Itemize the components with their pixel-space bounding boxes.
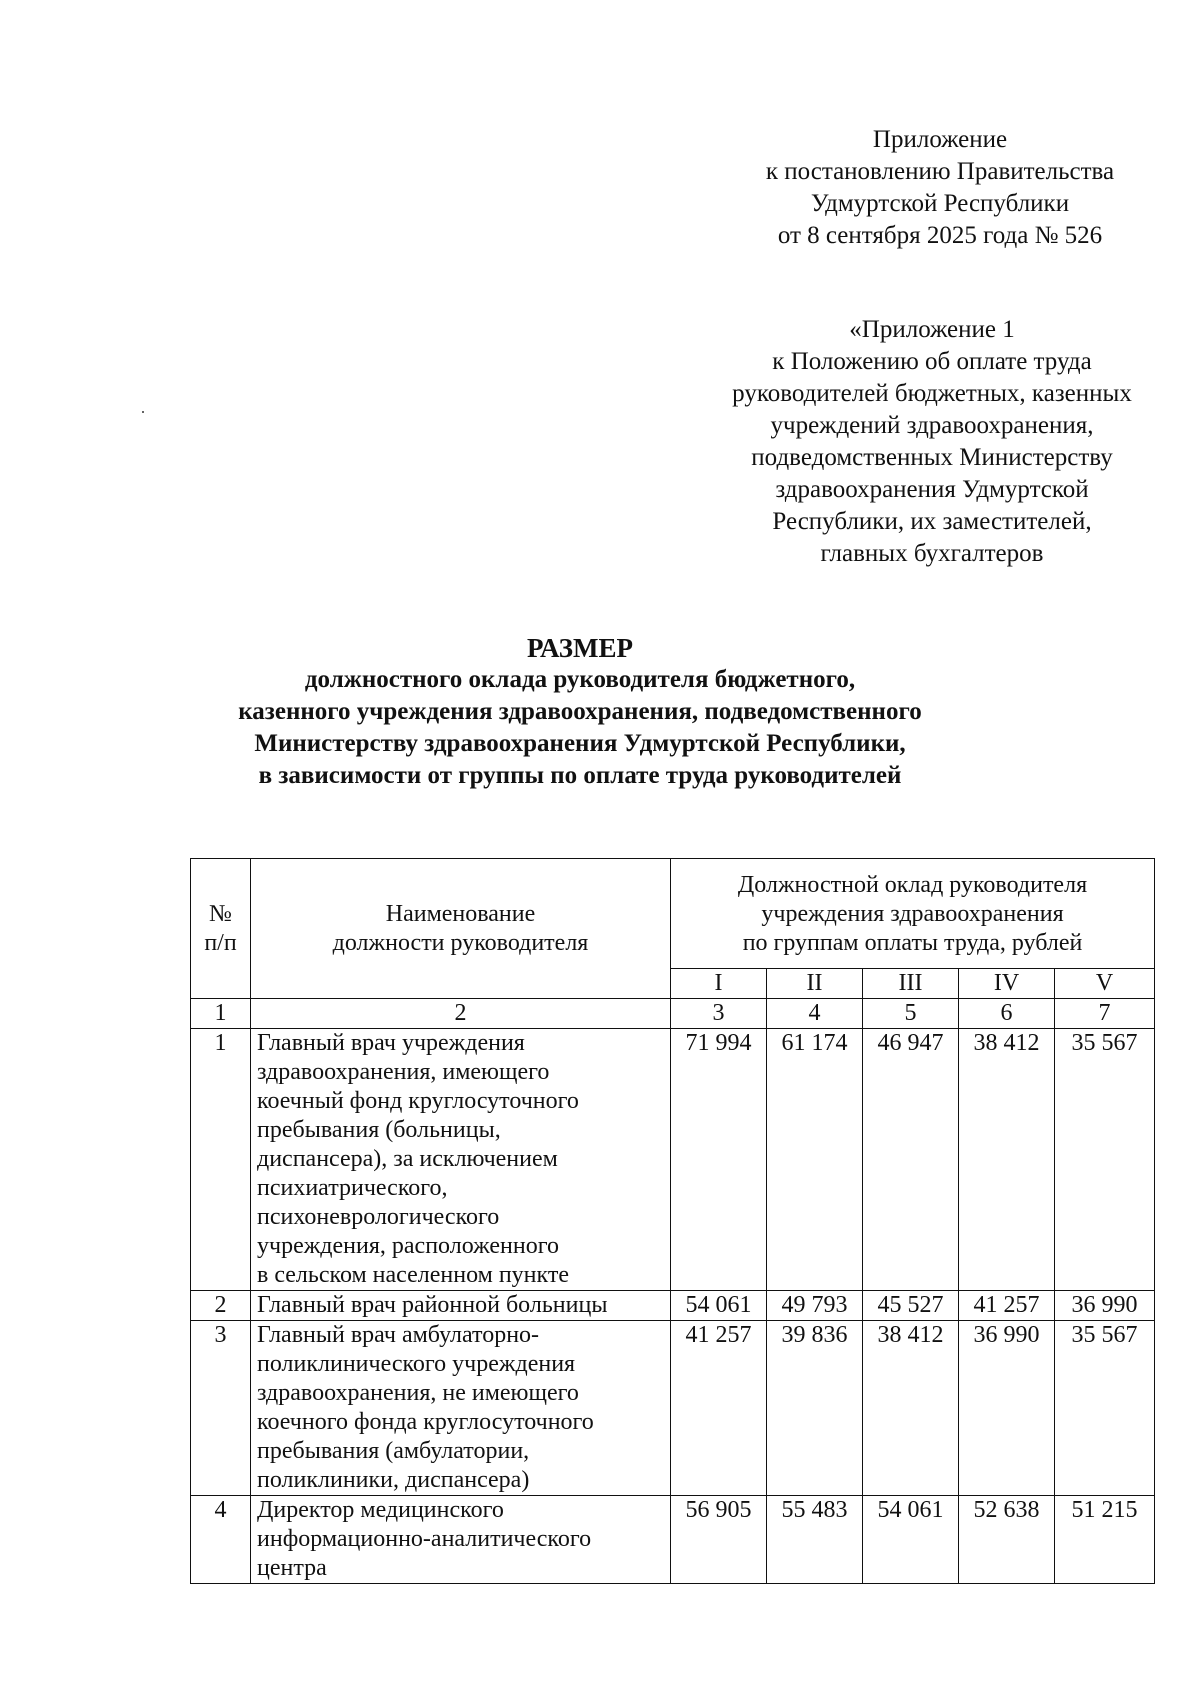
row-salary: 36 990 <box>1055 1291 1155 1321</box>
row-num: 4 <box>191 1496 251 1584</box>
row-position: Главный врач амбулаторно- поликлинического учреждения здравоохранения, не имеющего коечного фонда круглосуточного пребывания (амбулатории, поликлиники, диспансера) <box>251 1321 671 1496</box>
table-row <box>191 1291 1155 1321</box>
column-number: 2 <box>251 999 671 1029</box>
annex-inner-line: главных бухгалтеров <box>820 540 1044 567</box>
row-salary: 38 412 <box>959 1029 1055 1291</box>
annex-inner-line: к Положению об оплате труда <box>772 348 1092 375</box>
title-line: Министерству здравоохранения Удмуртской Республики, <box>254 730 906 757</box>
column-number: 3 <box>671 999 767 1029</box>
document-title <box>160 632 1000 792</box>
row-salary: 41 257 <box>671 1321 767 1496</box>
row-salary: 46 947 <box>863 1029 959 1291</box>
column-number: 7 <box>1055 999 1155 1029</box>
row-salary: 45 527 <box>863 1291 959 1321</box>
row-salary: 54 061 <box>671 1291 767 1321</box>
row-salary: 61 174 <box>767 1029 863 1291</box>
column-number: 6 <box>959 999 1055 1029</box>
table-row <box>191 1496 1155 1584</box>
title-line: должностного оклада руководителя бюджетного, <box>304 666 856 693</box>
row-salary: 49 793 <box>767 1291 863 1321</box>
header-salary: Должностной оклад руководителя учреждения здравоохранения по группам оплаты труда, рублей <box>671 859 1155 969</box>
title-line: казенного учреждения здравоохранения, подведомственного <box>238 698 922 725</box>
header-group: III <box>863 969 959 999</box>
annex-line: к постановлению Правительства <box>765 158 1115 185</box>
annex-line: Приложение <box>872 126 1008 153</box>
row-num: 3 <box>191 1321 251 1496</box>
title-line: в зависимости от группы по оплате труда руководителей <box>258 762 902 789</box>
header-num: № п/п <box>191 859 251 999</box>
salary-table <box>190 858 1155 1584</box>
annex-line: от 8 сентября 2025 года № 526 <box>777 222 1103 249</box>
column-number: 5 <box>863 999 959 1029</box>
header-position-name: Наименование должности руководителя <box>251 859 671 999</box>
annex-inner-header <box>692 314 1172 570</box>
table-row <box>191 1029 1155 1291</box>
row-salary: 51 215 <box>1055 1496 1155 1584</box>
annex-inner-line: здравоохранения Удмуртской <box>775 476 1089 503</box>
row-salary: 56 905 <box>671 1496 767 1584</box>
table-row <box>191 1321 1155 1496</box>
annex-inner-line: руководителей бюджетных, казенных <box>732 380 1132 407</box>
row-num: 1 <box>191 1029 251 1291</box>
header-group: V <box>1055 969 1155 999</box>
row-position: Главный врач учреждения здравоохранения, имеющего коечный фонд круглосуточного пребывания (больницы, диспансера), за исключением психиатрического, психоневрологического учреждения, расположенного в сельском населенном пункте <box>251 1029 671 1291</box>
column-number: 1 <box>191 999 251 1029</box>
header-group: IV <box>959 969 1055 999</box>
row-position: Главный врач районной больницы <box>251 1291 671 1321</box>
column-number: 4 <box>767 999 863 1029</box>
row-salary: 71 994 <box>671 1029 767 1291</box>
header-group: I <box>671 969 767 999</box>
annex-inner-line: подведомственных Министерству <box>751 444 1113 471</box>
row-salary: 41 257 <box>959 1291 1055 1321</box>
row-salary: 36 990 <box>959 1321 1055 1496</box>
row-salary: 54 061 <box>863 1496 959 1584</box>
annex-header <box>720 124 1160 252</box>
scan-speck <box>142 411 144 413</box>
annex-inner-line: Республики, их заместителей, <box>772 508 1092 535</box>
annex-line: Удмуртской Республики <box>810 190 1070 217</box>
header-group: II <box>767 969 863 999</box>
row-salary: 52 638 <box>959 1496 1055 1584</box>
row-num: 2 <box>191 1291 251 1321</box>
row-salary: 35 567 <box>1055 1321 1155 1496</box>
row-position: Директор медицинского информационно-аналитического центра <box>251 1496 671 1584</box>
row-salary: 55 483 <box>767 1496 863 1584</box>
annex-inner-line: учреждений здравоохранения, <box>770 412 1094 439</box>
row-salary: 35 567 <box>1055 1029 1155 1291</box>
annex-inner-line: «Приложение 1 <box>849 316 1015 343</box>
row-salary: 38 412 <box>863 1321 959 1496</box>
row-salary: 39 836 <box>767 1321 863 1496</box>
title-main: РАЗМЕР <box>526 633 634 663</box>
